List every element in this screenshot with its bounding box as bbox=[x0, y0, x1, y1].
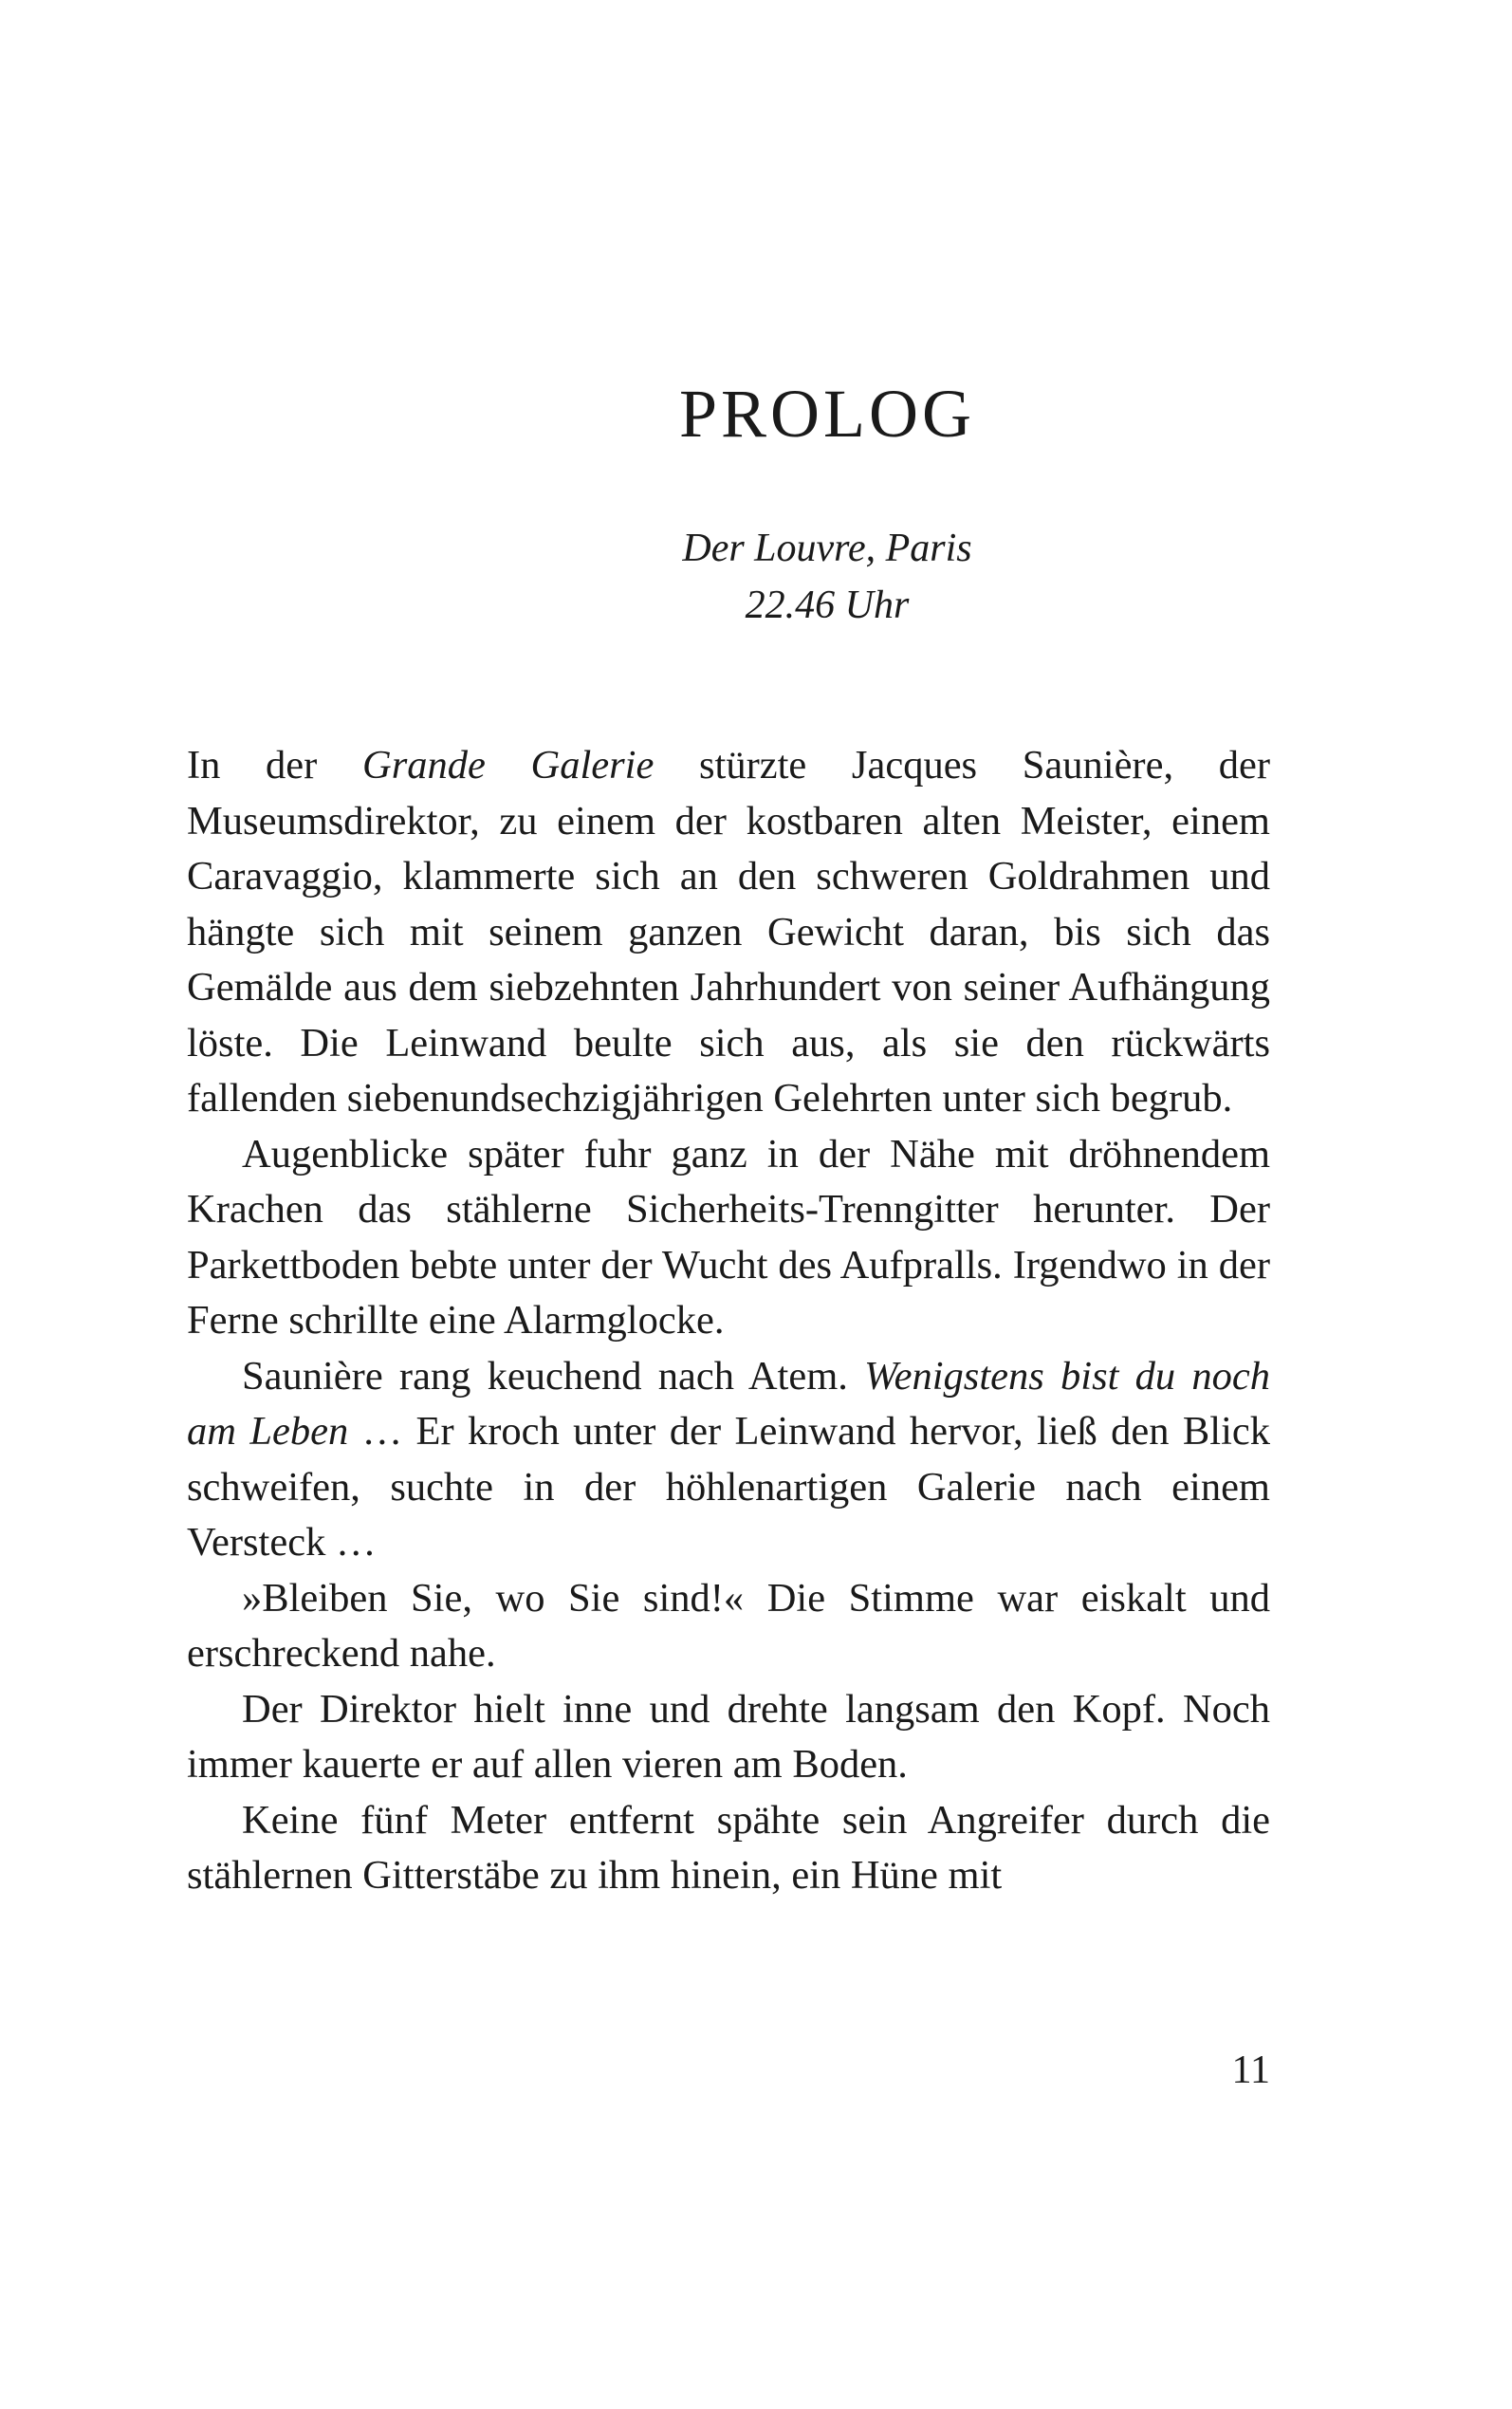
italic-phrase: Grande Galerie bbox=[362, 743, 655, 788]
paragraph-text: In der bbox=[187, 743, 362, 788]
location-place: Der Louvre, Paris bbox=[682, 527, 972, 570]
body-text bbox=[187, 738, 1270, 1904]
chapter-title: PROLOG bbox=[678, 376, 976, 452]
paragraph-text: … Er kroch unter der Leinwand hervor, ließ den Blick schweifen, suchte in der höhlenartigen Galerie nach einem Versteck … bbox=[187, 1409, 1271, 1565]
page-number: 11 bbox=[1231, 2048, 1270, 2092]
paragraph-2: Augenblicke später fuhr ganz in der Nähe mit dröhnendem Krachen das stählerne Sicherheits-Trenngitter herunter. Der Parkettboden bebte unter der Wucht des Aufpralls. Irgendwo in der Ferne schrillte eine Alarmglocke. bbox=[187, 1131, 1270, 1343]
paragraph-text: Saunière rang keuchend nach Atem. bbox=[242, 1353, 865, 1399]
paragraph-4: »Bleiben Sie, wo Sie sind!« Die Stimme war eiskalt und erschreckend nahe. bbox=[187, 1575, 1270, 1676]
italic-phrase: Wenigstens bist du noch am Leben bbox=[187, 1353, 1270, 1454]
paragraph-text: stürzte Jacques Saunière, der Museumsdirektor, zu einem der kostbaren alten Meister, einem Caravaggio, klammerte sich an den schweren Goldrahmen und hängte sich mit seinem ganzen Gewicht daran, bis sich das Gemälde aus dem siebzehnten Jahrhundert von seiner Aufhängung löste. Die Leinwand beulte sich aus, als sie den rückwärts fallenden siebenundsechzigjährigen Gelehrten unter sich begrub. bbox=[187, 743, 1270, 1121]
location-block bbox=[0, 520, 1512, 634]
paragraph-3 bbox=[187, 1349, 1270, 1571]
paragraph-6: Keine fünf Meter entfernt spähte sein Angreifer durch die stählernen Gitterstäbe zu ihm hinein, ein Hüne mit bbox=[187, 1797, 1270, 1898]
paragraph-5: Der Direktor hielt inne und drehte langsam den Kopf. Noch immer kauerte er auf allen vieren am Boden. bbox=[187, 1686, 1270, 1787]
location-time: 22.46 Uhr bbox=[745, 584, 910, 627]
paragraph-1 bbox=[187, 738, 1270, 1127]
